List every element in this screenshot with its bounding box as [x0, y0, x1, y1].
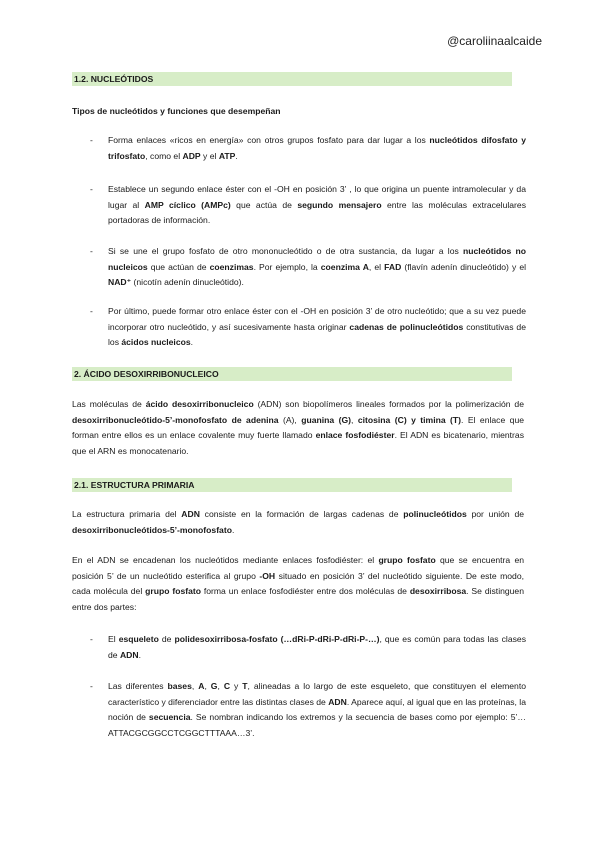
bullet-dash: -	[90, 135, 93, 145]
paragraph-estructura-2: En el ADN se encadenan los nucleótidos mediante enlaces fosfodiéster: el grupo fosfato que se encuentra en posición 5’ de un nucleótido esterifica al grupo -OH situado en posición 3’ del nucleótido siguiente. De este modo, cada molécula del grupo fosfato forma un enlace fosfodiéster entre dos moléculas de desoxirribosa. Se distinguen entre dos partes:	[72, 555, 524, 612]
bullet-dash: -	[90, 184, 93, 194]
author-handle: @caroliinaalcaide	[447, 34, 542, 48]
bullet-dash: -	[90, 306, 93, 316]
paragraph-estructura-1: La estructura primaria del ADN consiste en la formación de largas cadenas de polinucleótidos por unión de desoxirribonucleótidos-5’-monofosfato.	[72, 509, 525, 535]
bullet-dash: -	[90, 681, 93, 691]
list-item-text: El esqueleto de polidesoxirribosa-fosfato (…dRi-P-dRi-P-dRi-P-…), que es común para todas las clases de ADN.	[108, 634, 526, 660]
list-item-text: Por último, puede formar otro enlace éster con el -OH en posición 3’ de otro nucleótido; que a su vez puede incorporar otro nucleótido, y así sucesivamente hasta originar cadenas de polinucleótidos constitutivas de los ácidos nucleicos.	[108, 306, 526, 347]
list-item	[72, 632, 526, 663]
list-item-text: Las diferentes bases, A, G, C y T, alineadas a lo largo de este esqueleto, que constituyen el elemento característico y diferenciador entre las distintas clases de ADN. Aparece aquí, al igual que en las proteínas, la noción de secuencia. Se nombran indicando los extremos y la secuencia de bases como por ejemplo: 5’…ATTACGCGGCCTCGGCTTTAAA…3’.	[108, 681, 526, 738]
list-item	[72, 133, 526, 164]
list-item	[72, 244, 526, 291]
section-heading-adn: 2. ÁCIDO DESOXIRRIBONUCLEICO	[72, 367, 512, 381]
list-item	[72, 182, 526, 229]
list-item-text: Forma enlaces «ricos en energía» con otros grupos fosfato para dar lugar a los nucleótidos difosfato y trifosfato, como el ADP y el ATP.	[108, 135, 526, 161]
bullet-dash: -	[90, 246, 93, 256]
section-heading-estructura-primaria: 2.1. ESTRUCTURA PRIMARIA	[72, 478, 512, 492]
list-item-text: Si se une el grupo fosfato de otro mononucleótido o de otra sustancia, da lugar a los nucleótidos no nucleicos que actúan de coenzimas. Por ejemplo, la coenzima A, el FAD (flavín adenín dinucleótido) y el NAD⁺ (nicotín adenín dinucleótido).	[108, 246, 527, 287]
paragraph-adn-intro: Las moléculas de ácido desoxirribonucleico (ADN) son biopolímeros lineales formados por la polimerización de desoxirribonucleótido-5’-monofosfato de adenina (A), guanina (G), citosina (C) y timina (T). El enlace que forman entre ellos es un enlace covalente muy fuerte llamado enlace fosfodiéster. El ADN es bicatenario, mientras que el ARN es monocatenario.	[72, 399, 525, 456]
list-item	[72, 679, 526, 741]
subtitle-tipos-nucleotidos: Tipos de nucleótidos y funciones que desempeñan	[72, 106, 281, 116]
section-heading-nucleotidos: 1.2. NUCLEÓTIDOS	[72, 72, 512, 86]
list-item	[72, 304, 526, 351]
bullet-dash: -	[90, 634, 93, 644]
list-item-text: Establece un segundo enlace éster con el -OH en posición 3’ , lo que origina un puente intramolecular y da lugar al AMP cíclico (AMPc) que actúa de segundo mensajero entre las moléculas extracelulares portadoras de información.	[108, 184, 526, 225]
